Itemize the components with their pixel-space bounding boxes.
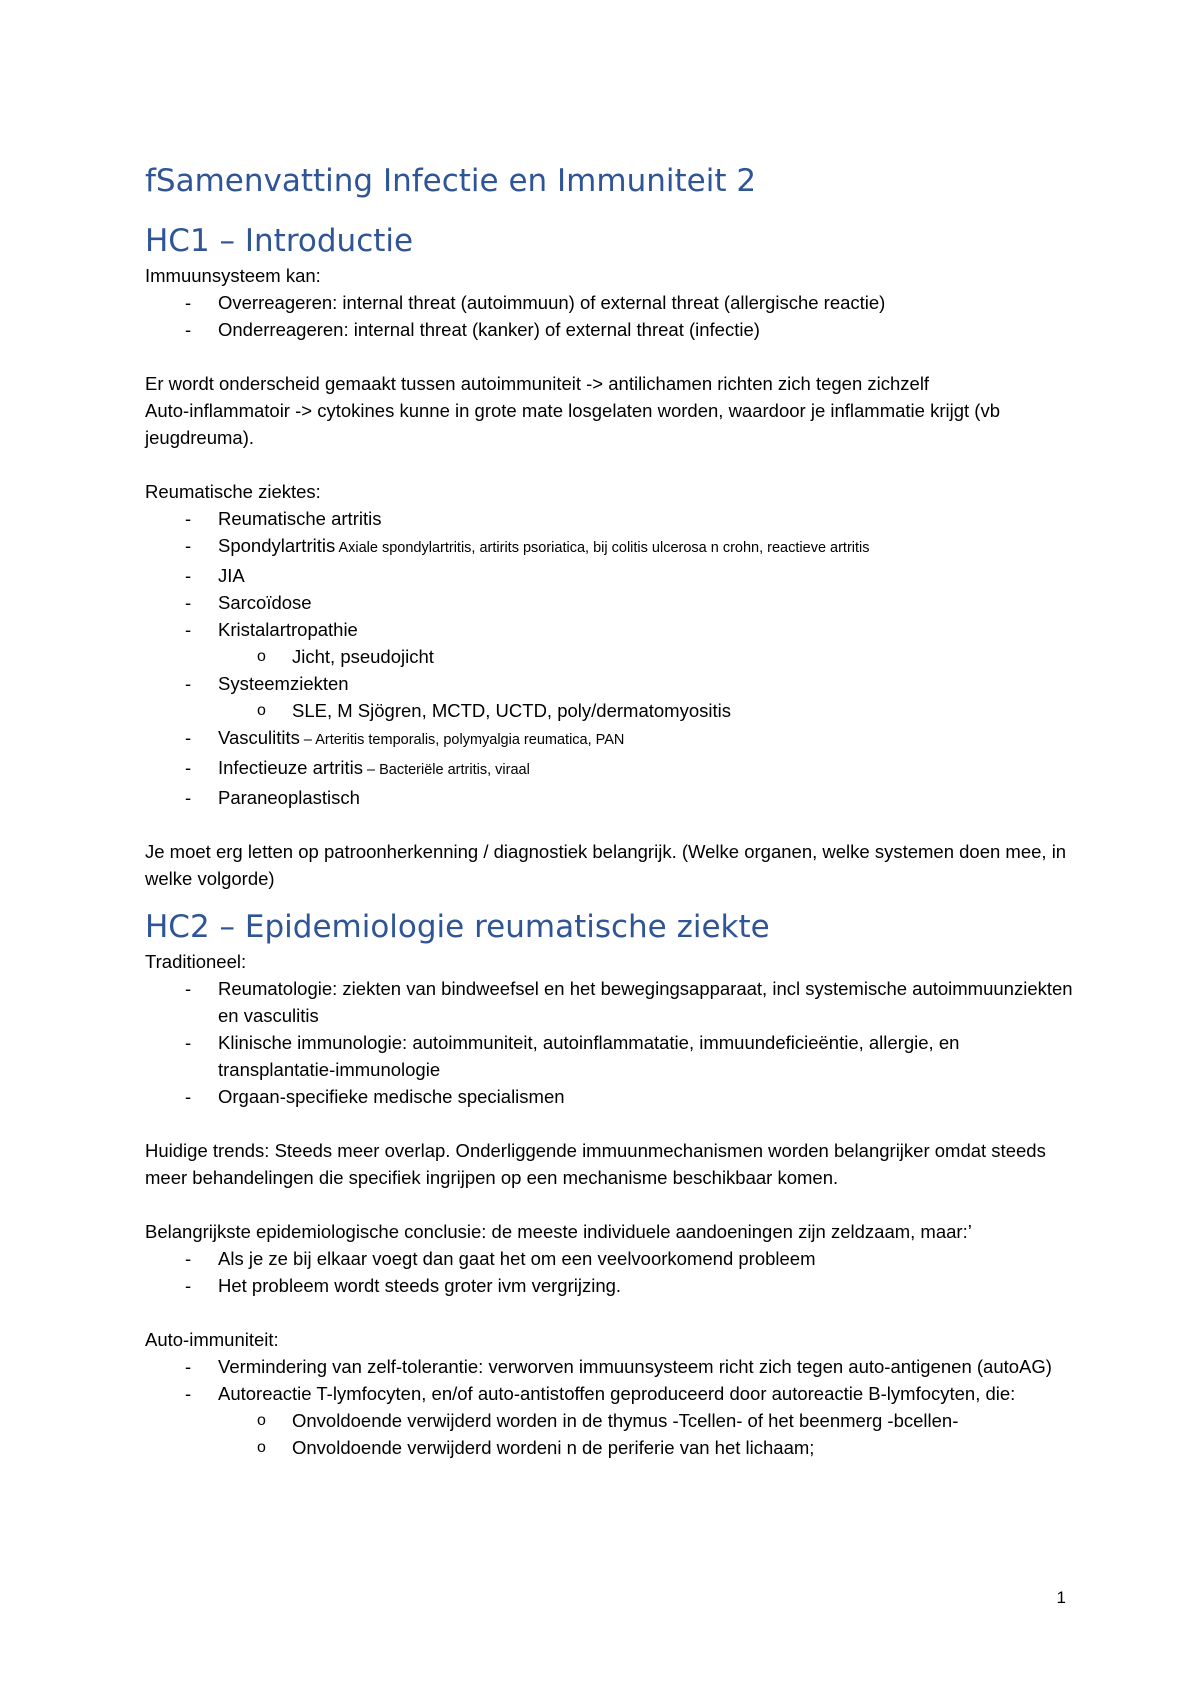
auto-list — [145, 1353, 1075, 1461]
list-item — [145, 532, 1075, 562]
sub-list — [218, 643, 1075, 670]
trends-paragraph: Huidige trends: Steeds meer overlap. Onderliggende immuunmechanismen worden belangrijker omdat steeds meer behandelingen die specifiek ingrijpen op een mechanisme beschikbaar komen. — [145, 1140, 1046, 1188]
hc1-paragraph-1b: Auto-inflammatoir -> cytokines kunne in grote mate losgelaten worden, waardoor je inflammatie krijgt (vb jeugdreuma). — [145, 400, 1000, 448]
list-item: - Overreageren: internal threat (autoimmuun) of external threat (allergische reactie) — [145, 289, 1075, 316]
heading-hc2: HC2 – Epidemiologie reumatische ziekte — [145, 909, 770, 945]
sub-list-item: o Onvoldoende verwijderd wordeni n de periferie van het lichaam; — [145, 1434, 1075, 1461]
sub-list — [218, 697, 1075, 724]
list-item-detail: – Arteritis temporalis, polymyalgia reumatica, PAN — [299, 732, 625, 748]
sub-list-item: o Jicht, pseudojicht — [145, 643, 1075, 670]
list-item-main: Spondylartritis — [218, 535, 336, 556]
list-item: - Het probleem wordt steeds groter ivm vergrijzing. — [145, 1272, 1075, 1299]
page-number: 1 — [1056, 1588, 1066, 1607]
hc1-intro: Immuunsysteem kan: — [145, 265, 321, 286]
list-item — [145, 1380, 1075, 1461]
document-title: fSamenvatting Infectie en Immuniteit 2 — [145, 163, 757, 199]
list-item — [145, 616, 1075, 670]
list-item — [145, 670, 1075, 724]
trad-intro: Traditioneel: — [145, 951, 247, 972]
conclusion-intro: Belangrijkste epidemiologische conclusie: de meeste individuele aandoeningen zijn zeldzaam, maar:’ — [145, 1221, 972, 1242]
list-item — [145, 754, 1075, 784]
hc1-list — [145, 289, 1075, 343]
list-item-detail: Axiale spondylartritis, artirits psoriatica, bij colitis ulcerosa n crohn, reactieve artritis — [335, 540, 870, 556]
list-item: - JIA — [145, 562, 1075, 589]
trad-list — [145, 975, 1075, 1110]
list-item: - Sarcoïdose — [145, 589, 1075, 616]
list-item: - Als je ze bij elkaar voegt dan gaat het om een veelvoorkomend probleem — [145, 1245, 1075, 1272]
list-item: - Paraneoplastisch — [145, 784, 1075, 811]
list-item: - Reumatologie: ziekten van bindweefsel en het bewegingsapparaat, incl systemische autoimmuunziekten en vasculitis — [145, 975, 1075, 1029]
hc1-paragraph-1a: Er wordt onderscheid gemaakt tussen autoimmuniteit -> antilichamen richten zich tegen zichzelf — [145, 373, 930, 394]
list-item: - Onderreageren: internal threat (kanker) of external threat (infectie) — [145, 316, 1075, 343]
sub-list-item: o SLE, M Sjögren, MCTD, UCTD, poly/dermatomyositis — [145, 697, 1075, 724]
list-item-main: Autoreactie T-lymfocyten, en/of auto-antistoffen geproduceerd door autoreactie B-lymfocyten, die: — [218, 1383, 1016, 1404]
list-item-main: Kristalartropathie — [218, 619, 358, 640]
list-item-main: Vasculitits — [218, 727, 300, 748]
heading-hc1: HC1 – Introductie — [145, 223, 414, 259]
list-item — [145, 724, 1075, 754]
list-item-main: Infectieuze artritis — [218, 757, 363, 778]
reuma-list — [145, 505, 1075, 811]
conclusion-list — [145, 1245, 1075, 1299]
page-content — [145, 160, 1075, 1461]
hc1-paragraph-2: Je moet erg letten op patroonherkenning / diagnostiek belangrijk. (Welke organen, welke systemen doen mee, in welke volgorde) — [145, 841, 1067, 889]
sub-list-item: o Onvoldoende verwijderd worden in de thymus -Tcellen- of het beenmerg -bcellen- — [145, 1407, 1075, 1434]
reuma-intro: Reumatische ziektes: — [145, 481, 321, 502]
sub-list — [218, 1407, 1075, 1461]
list-item-main: Systeemziekten — [218, 673, 349, 694]
list-item-detail: – Bacteriële artritis, viraal — [362, 762, 530, 778]
list-item: - Klinische immunologie: autoimmuniteit, autoinflammatatie, immuundeficieëntie, allergie, en transplantatie-immunologie — [145, 1029, 1075, 1083]
list-item: - Reumatische artritis — [145, 505, 1075, 532]
auto-intro: Auto-immuniteit: — [145, 1329, 279, 1350]
list-item: - Orgaan-specifieke medische specialismen — [145, 1083, 1075, 1110]
list-item: - Vermindering van zelf-tolerantie: verworven immuunsysteem richt zich tegen auto-antigenen (autoAG) — [145, 1353, 1075, 1380]
